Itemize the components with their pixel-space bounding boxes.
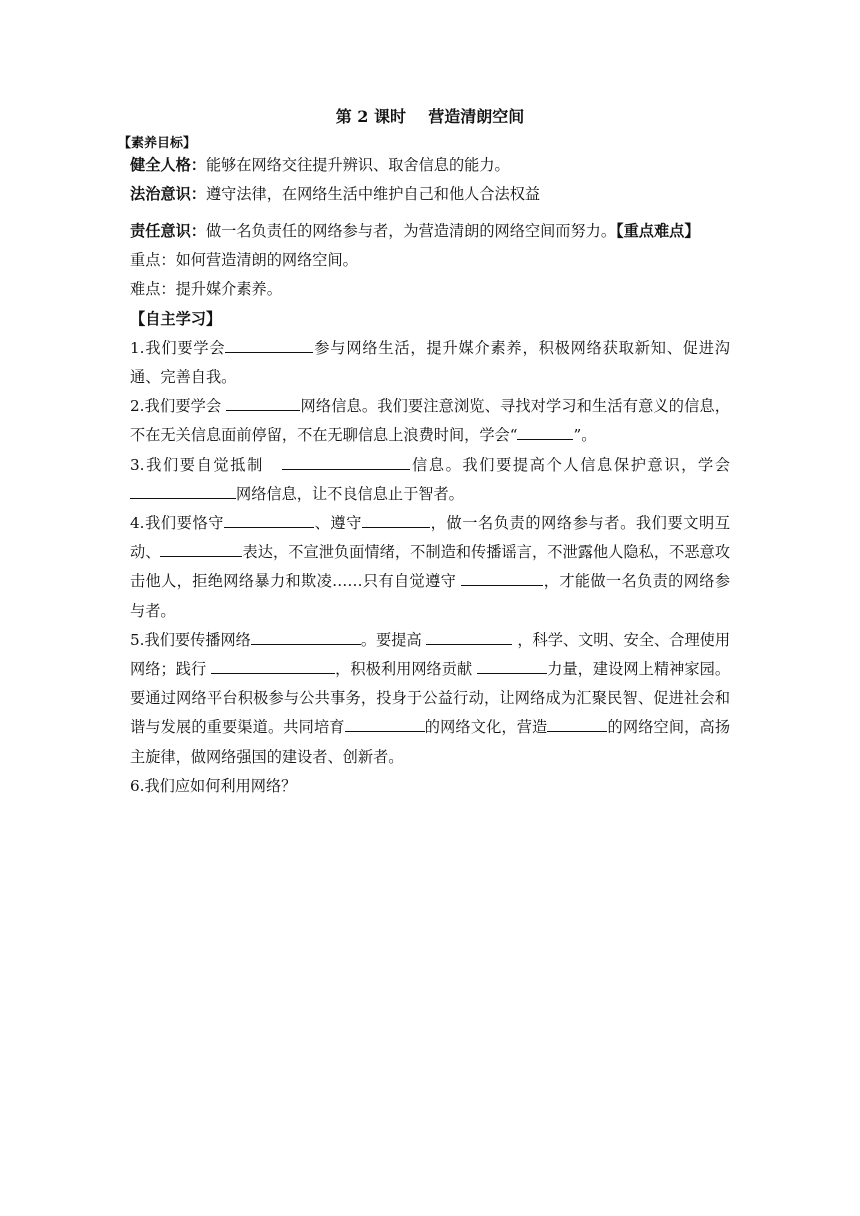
answer-blank[interactable]: [130, 482, 236, 499]
objective-law: [130, 180, 730, 209]
question-text: 表达，不宣泄负面情绪，不制造和传播谣言，不泄露他人隐私，不恶意攻击他人，拒绝网络暴力和欺凌……只有自觉遵守: [130, 543, 731, 591]
objectives-heading: 【素养目标】: [118, 136, 197, 151]
question-1: [130, 334, 730, 392]
objective-responsibility: [130, 217, 730, 246]
answer-blank[interactable]: [251, 628, 361, 645]
question-text: ，科学、文明、安全、合理使用网络；践行: [130, 630, 731, 679]
question-5: [130, 626, 730, 772]
question-2: [130, 392, 730, 450]
objective-text: 做一名负责任的网络参与者，为营造清朗的网络空间而努力。: [205, 222, 616, 240]
question-text: ，做一名负责的网络参与者。我们要文明互动、: [130, 514, 731, 562]
answer-blank[interactable]: [282, 453, 410, 470]
key-points-heading: 难点】: [653, 222, 700, 240]
answer-blank[interactable]: [362, 511, 430, 528]
question-6: 6.我们应如何利用网络？: [130, 776, 297, 795]
answer-blank[interactable]: [211, 657, 335, 674]
question-text: ，积极利用网络贡献: [335, 660, 478, 679]
question-text: 信息。我们要提高个人信息保护意识，学会: [410, 455, 730, 474]
question-4: [130, 509, 730, 626]
objectives-list: [130, 151, 730, 209]
answer-blank[interactable]: [426, 628, 512, 645]
objective-label: 健全人格：: [130, 156, 206, 174]
answer-blank[interactable]: [345, 715, 425, 732]
question-text: 、遵守: [314, 514, 363, 533]
objective-label: 法治意识：: [130, 185, 206, 204]
key-point: 重点：如何营造清朗的网络空间。: [130, 251, 358, 270]
objective-personality: [130, 151, 730, 180]
question-text: 网络信息，让不良信息止于智者。: [236, 484, 464, 503]
answer-blank[interactable]: [547, 715, 607, 732]
answer-blank[interactable]: [160, 540, 242, 557]
lesson-title: 第 2 课时 营造清朗空间: [335, 107, 525, 126]
responsibility-block: [130, 217, 730, 801]
question-text: 的网络空间，高扬主旋律，做网络强国的建设者、创新者。: [130, 718, 731, 766]
answer-blank[interactable]: [224, 511, 314, 528]
question-text: 。要提高: [360, 630, 427, 649]
answer-blank[interactable]: [226, 394, 300, 411]
question-text: 1.我们要学会: [130, 338, 226, 357]
answer-blank[interactable]: [461, 569, 543, 586]
self-study-heading: 【自主学习】: [130, 309, 222, 328]
answer-blank[interactable]: [517, 423, 573, 440]
question-text: 的网络文化，营造: [424, 718, 548, 737]
question-text: 力量，建设网上精神家园。要通过网络平台积极参与公共事务，投身于公益行动，让网络成为汇聚民智、促进社会和谐与发展的重要渠道。共同培育: [130, 660, 731, 737]
answer-blank[interactable]: [225, 336, 313, 353]
question-text: 参与网络生活，提升媒介素养，积极网络获取新知、促进沟通、完善自我。: [130, 338, 730, 387]
question-text: 5.我们要传播网络: [130, 630, 251, 649]
question-3: [130, 451, 730, 509]
question-text: ，才能做一名负责的网络参与者。: [130, 572, 731, 620]
objective-text: 遵守法律，在网络生活中维护自己和他人合法权益: [205, 185, 541, 204]
objective-label: 责任意识：: [130, 222, 206, 240]
answer-blank[interactable]: [477, 657, 547, 674]
question-text: 3.我们要自觉抵制: [130, 455, 271, 474]
objective-text: 能够在网络交往提升辨识、取舍信息的能力。: [205, 156, 510, 174]
difficult-point: 难点：提升媒介素养。: [130, 280, 282, 299]
key-points-heading: 【重点: [616, 222, 654, 240]
question-text: 4.我们要恪守: [130, 514, 225, 533]
question-text: ”。: [573, 426, 597, 445]
question-text: 2.我们要学会: [130, 397, 227, 416]
question-text: 网络信息。我们要注意浏览、寻找对学习和生活有意义的信息，不在无关信息面前停留，不在无聊信息上浪费时间，学会“: [130, 397, 730, 445]
